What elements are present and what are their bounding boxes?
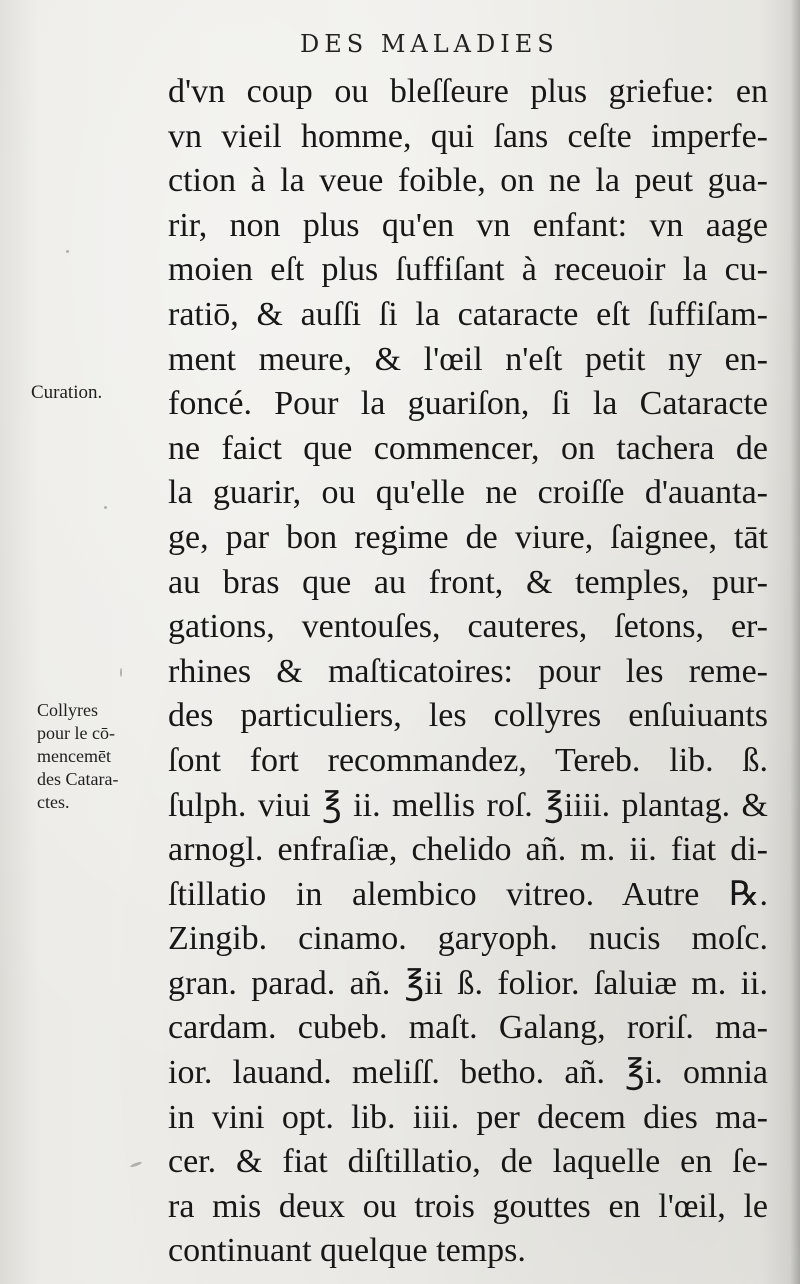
text-line: arnogl. enfraſiæ, chelido añ. m. ii. fiat di- [168, 831, 768, 869]
paper-speck [130, 1161, 142, 1168]
body-text [168, 70, 768, 1274]
text-line: ra mis deux ou trois gouttes en l'œil, le [168, 1187, 768, 1225]
text-line: gran. parad. añ. ℥ii ß. folior. ſaluiæ m. ii. [168, 964, 768, 1002]
margin-note-line: mencemēt [37, 746, 111, 766]
margin-note-line: pour le cō- [37, 723, 115, 743]
text-line: vn vieil homme, qui ſans ceſte imperfe- [168, 117, 768, 155]
text-line: ior. lauand. meliſſ. betho. añ. ℥i. omnia [168, 1054, 768, 1092]
text-line: cer. & fiat diſtillatio, de laquelle en ſe- [168, 1143, 768, 1181]
text-line: des particuliers, les collyres enſuiuants [168, 697, 768, 735]
text-line: Zingib. cinamo. garyoph. nucis moſc. [168, 920, 768, 958]
margin-note-line: des Catara- [37, 769, 119, 789]
text-line: ge, par bon regime de viure, ſaignee, tāt [168, 518, 768, 556]
text-line: rhines & maſticatoires: pour les reme- [168, 652, 768, 690]
margin-note-curation [31, 381, 102, 404]
text-line: la guarir, ou qu'elle ne croiſſe d'auanta- [168, 474, 768, 512]
text-line: rir, non plus qu'en vn enfant: vn aage [168, 206, 768, 244]
paper-speck [66, 250, 69, 253]
running-head: DES MALADIES [300, 30, 559, 58]
paper-speck [120, 668, 122, 677]
text-line: ſtillatio in alembico vitreo. Autre ℞. [168, 875, 768, 913]
text-line: ſulph. viui ℥ ii. mellis roſ. ℥iiii. plantag. & [168, 786, 768, 824]
text-line: gations, ventouſes, cauteres, ſetons, er- [168, 608, 768, 646]
text-line: d'vn coup ou bleſſeure plus griefue: en [168, 73, 768, 110]
margin-note-line: ctes. [37, 792, 70, 812]
paper-speck [104, 506, 107, 509]
text-line: ratiō, & auſſi ſi la cataracte eſt ſuffiſam- [168, 295, 768, 333]
page-edge-shadow [790, 0, 800, 1284]
margin-note-line: Curation. [31, 382, 103, 403]
text-line: ment meure, & l'œil n'eſt petit ny en- [168, 340, 768, 378]
margin-note-collyres [37, 699, 118, 814]
text-line: continuant quelque temps. [168, 1232, 526, 1270]
text-line: cardam. cubeb. maſt. Galang, roriſ. ma- [168, 1009, 768, 1047]
text-line: ne faict que commencer, on tachera de [168, 429, 768, 467]
text-line: ction à la veue foible, on ne la peut gua- [168, 162, 768, 200]
text-line: foncé. Pour la guariſon, ſi la Cataracte [168, 385, 768, 423]
text-line: ſont fort recommandez, Tereb. lib. ß. [168, 741, 768, 779]
text-line: in vini opt. lib. iiii. per decem dies ma- [168, 1098, 768, 1136]
text-line: moien eſt plus ſuffiſant à receuoir la cu- [168, 251, 768, 289]
margin-note-line: Collyres [37, 700, 98, 720]
text-line: au bras que au front, & temples, pur- [168, 563, 768, 601]
